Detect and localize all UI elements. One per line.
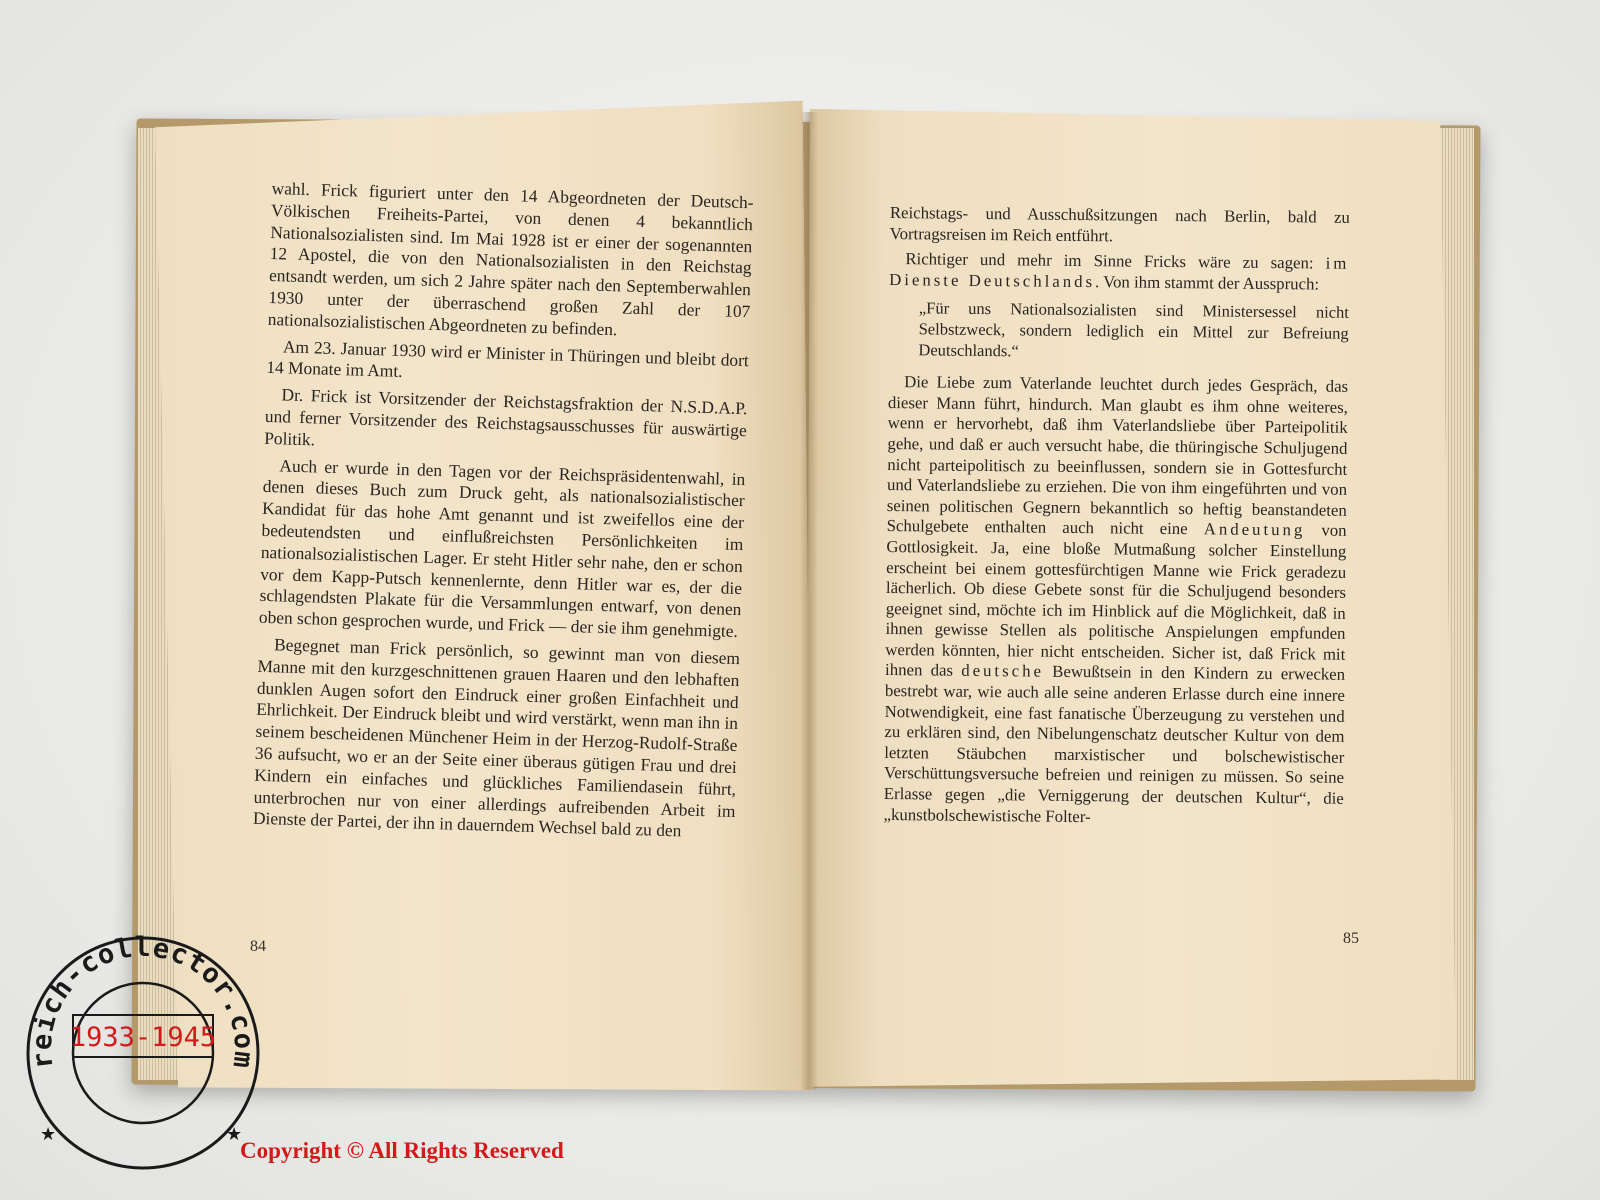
left-paragraph: Auch er wurde in den Tagen vor der Reichspräsidentenwahl, in denen dieses Buch zum Druck geht, als nationalsozialistischer Kandidat für das hohe Amt genannt und ist zweifellos eine der bedeutendsten und einflußreichsten Persönlichkeiten im nationalsozialistischen Lager. Er steht Hitler sehr nahe, den er schon vor dem Kapp-Putsch kennenlernte, denn Hitler war es, der die schlagendsten Plakate für die Versammlungen entwarf, von denen oben schon gesprochen wurde, und Frick — der sie ihm genehmigte. [258, 454, 746, 642]
collector-stamp [18, 928, 268, 1178]
left-paragraph: wahl. Frick figuriert unter den 14 Abgeordneten der Deutsch-Völkischen Freiheits-Partei, von denen 4 bekanntlich Nationalsozialisten sind. Im Mai 1928 ist er einer der sogenannten 12 Apostel, die von den Nationalsozialisten in den Reichstag entsandt werden, um sich 2 Jahre später nach den Septemberwahlen 1930 unter der überraschend großen Zahl der 107 nationalsozialistischen Abgeordneten zu befinden. [267, 178, 754, 340]
spaced-emphasis: deutsche [961, 661, 1045, 682]
right-paragraph-text: Richtiger und mehr im Sinne Fricks wäre zu sagen: [905, 249, 1314, 273]
right-paragraph-text: . Von ihm stammt der Ausspruch: [1094, 271, 1320, 294]
page-number-right: 85 [1343, 930, 1359, 947]
right-paragraph-text: Die Liebe zum Vaterlande leuchtet durch jedes Gespräch, das dieser Mann führt, hindurch. Man glaubt es ihm ohne weiteres, wenn er hervorhebt, daß ihm Vaterlandsliebe über Parteipolitik gehe, und daß er auch versucht habe, die thüringische Schuljugend nicht parteipolitisch zu beeinflussen, sondern sie in Gottesfurcht und Vaterlandsliebe zu erziehen. Die von ihm eingeführten und von seinen politischen Gegnern bekanntlich so heftig beanstandeten Schulgebete enthalten auch nicht eine [886, 372, 1349, 539]
left-page-text [253, 178, 754, 849]
right-paragraph [883, 372, 1348, 830]
right-paragraph [890, 203, 1350, 249]
spaced-emphasis: im Dienste Deutschlands [889, 253, 1350, 291]
stamp-years: 1933-1945 [69, 1022, 217, 1053]
book-gutter [800, 112, 818, 1090]
right-paragraph-text: von Gottlosigkeit. Ja, eine bloße Mutmaßung solcher Einstellung erscheint bei einem gottesfürchtigen Manne wie Frick geradezu lächerlich. Ob diese Gebete sonst für die Schuljugend besonders geeignet sind, möchte ich im Hinblick auf die Möglichkeit, daß in ihnen gewisse Stellen als politische Anspielungen empfunden werden könnten, hier nicht entscheiden. Sicher ist, daß Frick mit ihnen das [885, 520, 1347, 681]
page-number-left: 84 [250, 938, 266, 955]
stamp-inner-ring [73, 983, 213, 1123]
right-paragraph-text: Reichstags- und Ausschußsitzungen nach Berlin, bald zu Vortragsreisen im Reich entführt. [889, 203, 1350, 245]
left-paragraph: Begegnet man Frick persönlich, so gewinnt man von diesem Manne mit den kurzgeschnittenen grauen Haaren und den lebhaften dunklen Augen sofort den Eindruck einer großen Einfachheit und Ehrlichkeit. Der Eindruck bleibt und wird verstärkt, wenn man ihn in seinem bescheidenen Münchener Heim in der Herzog-Rudolf-Straße 36 aufsucht, wo er an der Seite einer überaus gütigen Frau und drei Kindern ein einfaches und glückliches Familiendasein führt, unterbrochen nur von einer allerdings aufreibenden Arbeit im Dienste der Partei, der ihn in dauerndem Wechsel bald zu den [252, 634, 741, 841]
left-paragraph: Am 23. Januar 1930 wird er Minister in Thüringen und bleibt dort 14 Monate im Amt. [266, 335, 750, 382]
right-page-text [883, 203, 1350, 835]
quotation: „Für uns Nationalsozialisten sind Ministersessel nicht Selbstzweck, sondern lediglich ein Mittel zur Befreiung Deutschlands.“ [918, 298, 1349, 360]
star-icon: ★ [40, 1124, 57, 1144]
copyright-watermark: Copyright © All Rights Reserved [240, 1138, 564, 1163]
spaced-emphasis: Andeutung [1203, 519, 1306, 540]
star-icon: ★ [226, 1124, 243, 1144]
right-paragraph-text: Bewußtsein in den Kindern zu erwecken bestrebt war, wie auch alle seine anderen Erlasse durch eine innere Notwendigkeit, eine fast fanatische Überzeugung zu verstehen und zu erklären sind, den Nibelungenschatz deutscher Kultur von dem letzten Stäubchen marxistischer und bolschewistischer Verschüttungsversuche befreien und reinigen zu müssen. So seine Erlasse gegen „die Verniggerung der deutschen Kultur“, die „kunstbolschewistische Folter- [883, 662, 1346, 826]
left-paragraph: Dr. Frick ist Vorsitzender der Reichstagsfraktion der N.S.D.A.P. und ferner Vorsitzender des Reichstagsausschusses für auswärtige Politik. [263, 384, 748, 450]
right-paragraph [889, 249, 1349, 295]
stamp-text: reich-collector.com [26, 932, 260, 1071]
